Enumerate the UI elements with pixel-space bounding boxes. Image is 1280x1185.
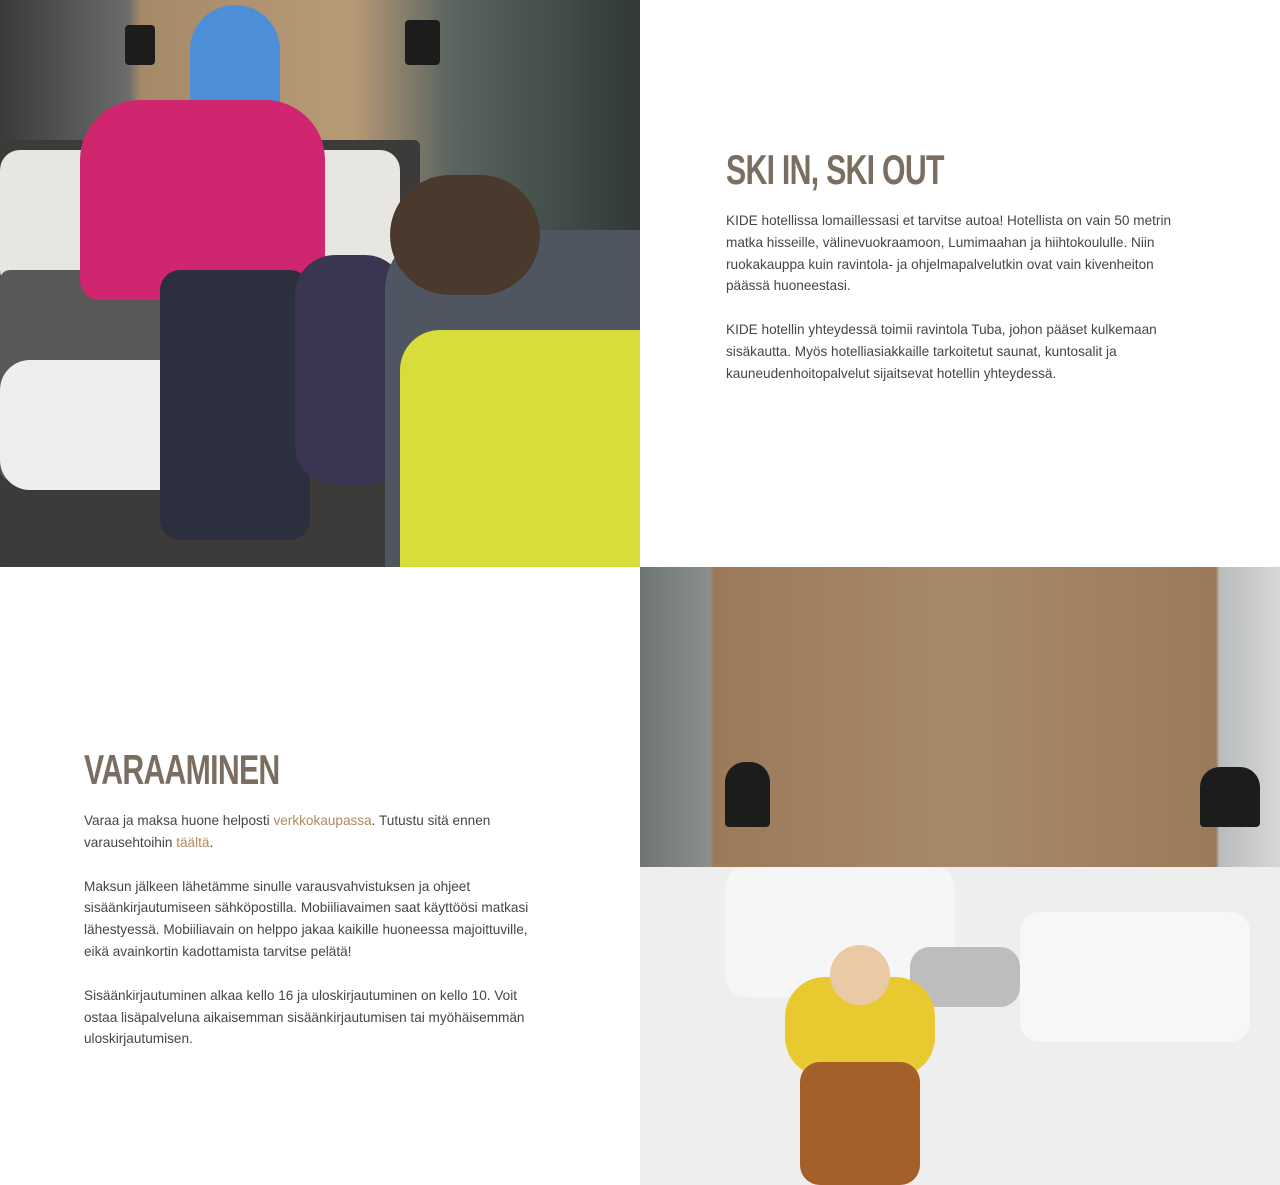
paragraph: Sisäänkirjautuminen alkaa kello 16 ja uloskirjautuminen on kello 10. Voit ostaa lisäpalveluna aikaisemman sisäänkirjautumisen tai myöhäisemmän uloskirjautumisen. <box>84 987 525 1047</box>
booking-section <box>84 748 544 1072</box>
paragraph: Maksun jälkeen lähetämme sinulle varausvahvistuksen ja ohjeet sisäänkirjautumiseen sähköpostilla. Mobiiliavaimen saat käyttöösi matkasi lähestyessä. Mobiiliavain on helppo jakaa kaikille huoneessa majoittuville, eikä avainkortin kadottamista tarvitse pelätä! <box>84 878 529 959</box>
paragraph: KIDE hotellissa lomaillessasi et tarvitse autoa! Hotellista on vain 50 metrin matka hisseille, välinevuokraamoon, Lumimaahan ja hiihtokoululle. Niin ruokakauppa kuin ravintola- ja ohjelmapalvelutkin ovat vain kivenheiton päässä huoneestasi. <box>726 213 1172 294</box>
webshop-link[interactable]: verkkokaupassa <box>273 813 372 828</box>
text: . Tutustu sitä ennen varausehtoihin <box>84 813 491 850</box>
text: . <box>209 834 214 850</box>
paragraph <box>84 810 544 854</box>
family-hotel-room-photo <box>0 0 640 567</box>
paragraph: KIDE hotellin yhteydessä toimii ravintola Tuba, johon pääset kulkemaan sisäkautta. Myös hotelliasiakkaille tarkoitetut saunat, kuntosalit ja kauneudenhoitopalvelut sijaitsevat hotellin yhteydessä. <box>726 322 1157 381</box>
child-on-bed-photo <box>640 567 1280 1185</box>
section-heading: VARAAMINEN <box>84 746 280 793</box>
section-heading: SKI IN, SKI OUT <box>726 146 944 193</box>
booking-terms-link[interactable]: täältä <box>176 834 210 850</box>
text: Varaa ja maksa huone helposti <box>84 813 274 828</box>
ski-in-ski-out-section <box>726 148 1186 407</box>
